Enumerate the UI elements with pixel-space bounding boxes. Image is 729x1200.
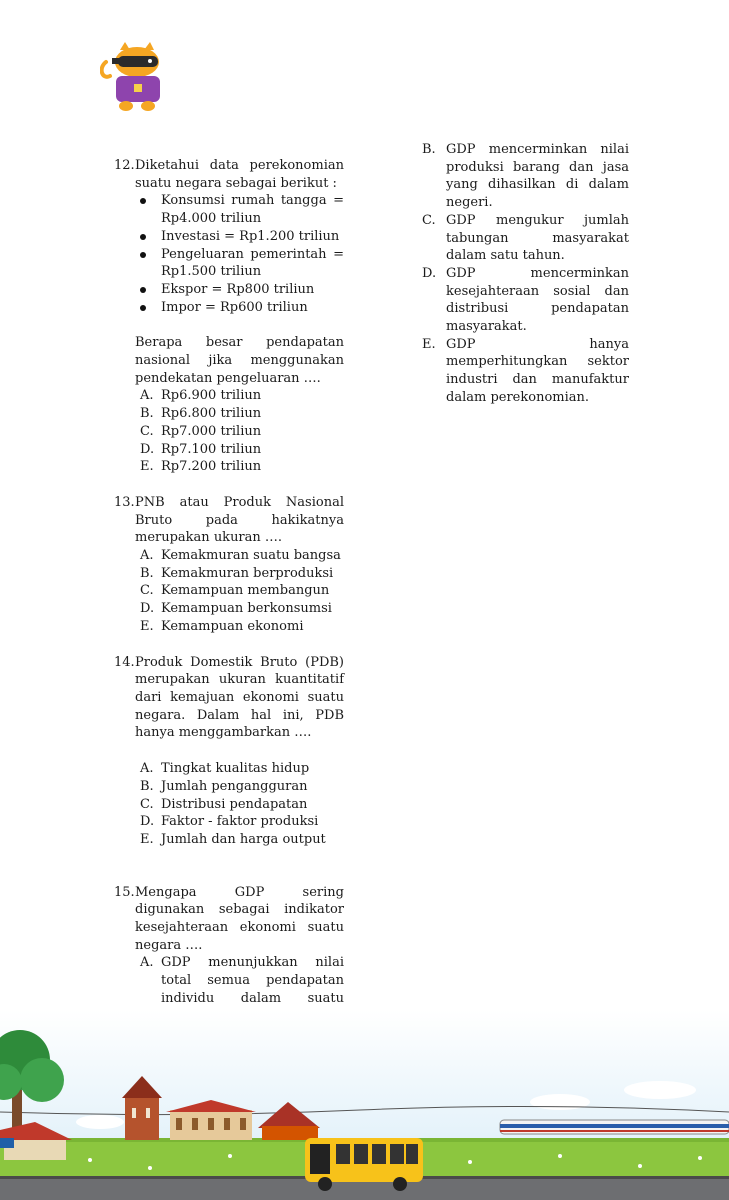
question-15: [114, 884, 344, 1026]
answer-option: C. Rp7.000 triliun: [140, 423, 262, 439]
list-item: [135, 192, 344, 227]
answer-option: A. Tingkat kualitas hidup: [140, 761, 310, 777]
answer-option: D. Kemampuan berkonsumsi: [140, 601, 332, 617]
answer-option: D. Rp7.100 triliun: [140, 441, 262, 457]
question-12: [114, 157, 344, 476]
question-14: [114, 654, 344, 849]
question-prompt: Berapa besar pendapatan nasional jika menggunakan pendekatan pengeluaran ….: [135, 335, 344, 386]
bullet-icon: [140, 287, 146, 293]
answer-option: B. Kemakmuran berproduksi: [140, 565, 334, 581]
answer-option: E. Jumlah dan harga output: [140, 831, 326, 847]
bullet-icon: [140, 252, 146, 258]
answer-option: B. Rp6.800 triliun: [140, 406, 262, 422]
list-item: [135, 246, 344, 281]
answer-option: E. Rp7.200 triliun: [140, 459, 262, 475]
question-stem: Mengapa GDP sering digunakan sebagai indikator kesejahteraan ekonomi suatu negara ….: [135, 884, 344, 953]
item-text: Impor = Rp600 triliun: [161, 299, 308, 315]
question-number: 13.: [114, 494, 135, 510]
question-number: 15.: [114, 884, 135, 900]
list-item: [135, 228, 344, 246]
left-column: [114, 157, 344, 1025]
question-stem: PNB atau Produk Nasional Bruto pada hakikatnya merupakan ukuran ….: [135, 494, 344, 546]
item-text: Pengeluaran pemerintah = Rp1.500 triliun: [161, 246, 344, 280]
bullet-icon: [140, 305, 146, 311]
answer-option: A. Rp6.900 triliun: [140, 388, 262, 404]
answer-option: C. GDP mengukur jumlah tabungan masyarakat dalam satu tahun.: [422, 212, 629, 264]
answer-option: A. Kemakmuran suatu bangsa: [140, 548, 341, 564]
answer-option: D. Faktor - faktor produksi: [140, 814, 319, 830]
item-text: Konsumsi rumah tangga = Rp4.000 triliun: [161, 193, 344, 227]
list-item: [135, 281, 344, 299]
cat-mascot-logo: [100, 40, 170, 115]
answer-option: C. Distribusi pendapatan: [140, 796, 308, 812]
right-column: [420, 141, 629, 407]
answer-option: D. GDP mencerminkan kesejahteraan sosial dan distribusi pendapatan masyarakat.: [422, 265, 629, 335]
item-text: Investasi = Rp1.200 triliun: [161, 228, 340, 244]
question-number: 14.: [114, 654, 135, 670]
answer-option: E. Kemampuan ekonomi: [140, 618, 304, 634]
bullet-icon: [140, 198, 146, 204]
bullet-icon: [140, 234, 146, 240]
answer-option: E. GDP hanya memperhitungkan sektor industri dan manufaktur dalam perekonomian.: [422, 336, 629, 405]
question-13: [114, 494, 344, 636]
list-item: [135, 299, 344, 317]
question-stem: Produk Domestik Bruto (PDB) merupakan ukuran kuantitatif dari kemajuan ekonomi suatu negara. Dalam hal ini, PDB hanya menggambarkan ….: [135, 654, 344, 741]
answer-option: A. GDP menunjukkan nilai total semua pendapatan individu dalam suatu: [140, 955, 344, 1006]
question-stem: Diketahui data perekonomian suatu negara sebagai berikut :: [135, 158, 344, 191]
city-scene-illustration: [0, 1010, 729, 1200]
answer-option: C. Kemampuan membangun: [140, 583, 330, 599]
answer-option: B. GDP mencerminkan nilai produksi barang dan jasa yang dihasilkan di dalam negeri.: [422, 142, 629, 211]
answer-option: B. Jumlah pengangguran: [140, 778, 308, 794]
question-number: 12.: [114, 158, 135, 173]
item-text: Ekspor = Rp800 triliun: [161, 281, 315, 297]
